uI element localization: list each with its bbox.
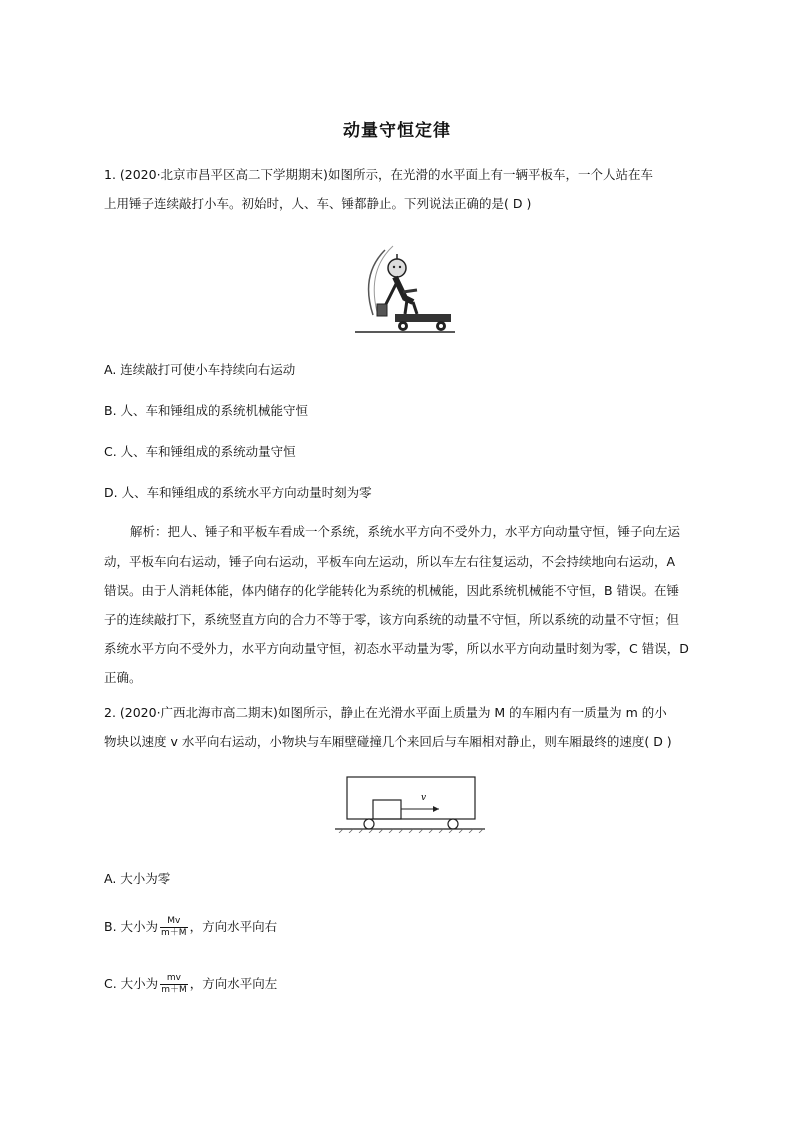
q1-analysis-line-4: 子的连续敲打下，系统竖直方向的合力不等于零，该方向系统的动量不守恒，所以系统的动量不守恒；但 (104, 612, 680, 627)
page-title: 动量守恒定律 (343, 121, 451, 141)
q2-option-c (104, 973, 277, 996)
q2-option-a: A. 大小为零 (104, 871, 171, 886)
q1-analysis-line-5: 系统水平方向不受外力，水平方向动量守恒，初态水平动量为零，所以水平方向动量时刻为零，C 错误，D (104, 641, 689, 656)
q2-stem-line-2: 物块以速度 v 水平向右运动，小物块与车厢壁碰撞几个来回后与车厢相对静止，则车厢最终的速度( D ) (104, 734, 672, 749)
q1-stem-line-1: 1. (2020·北京市昌平区高二下学期期末)如图所示，在光滑的水平面上有一辆平板车，一个人站在车 (104, 167, 653, 182)
q1-figure-hammer-cart (355, 240, 455, 335)
q2-figure-carriage (335, 773, 485, 833)
q2-option-b-prefix: B. 大小为 (104, 919, 159, 934)
q2-figure-velocity-label: v (421, 793, 427, 803)
q1-option-a: A. 连续敲打可使小车持续向右运动 (104, 362, 296, 377)
q2-stem-line-1: 2. (2020·广西北海市高二期末)如图所示，静止在光滑水平面上质量为 M 的车厢内有一质量为 m 的小 (104, 705, 667, 720)
q2-option-b (104, 916, 277, 939)
q2-option-b-numerator: Mv (160, 916, 188, 928)
q2-option-b-suffix: ，方向水平向右 (189, 919, 278, 934)
q1-option-b: B. 人、车和锤组成的系统机械能守恒 (104, 403, 309, 418)
q1-analysis-line-6: 正确。 (104, 670, 142, 685)
q2-option-c-denominator: m＋M (161, 985, 187, 995)
q2-option-c-prefix: C. 大小为 (104, 976, 159, 991)
q2-option-c-suffix: ，方向水平向左 (189, 976, 278, 991)
q2-option-c-numerator: mv (160, 973, 188, 985)
q2-option-b-denominator: m＋M (161, 928, 187, 938)
q2-option-b-fraction (160, 916, 188, 939)
q1-option-c: C. 人、车和锤组成的系统动量守恒 (104, 444, 296, 459)
q1-analysis-line-2: 动，平板车向右运动，锤子向右运动，平板车向左运动，所以车左右往复运动，不会持续地向右运动，A (104, 554, 676, 569)
q1-stem-line-2: 上用锤子连续敲打小车。初始时，人、车、锤都静止。下列说法正确的是( D ) (104, 196, 532, 211)
q1-option-d: D. 人、车和锤组成的系统水平方向动量时刻为零 (104, 485, 372, 500)
q1-analysis-line-1: 解析：把人、锤子和平板车看成一个系统，系统水平方向不受外力，水平方向动量守恒，锤子向左运 (130, 524, 681, 539)
q2-option-c-fraction (160, 973, 188, 996)
q1-analysis-line-3: 错误。由于人消耗体能，体内储存的化学能转化为系统的机械能，因此系统机械能不守恒，B 错误。在锤 (104, 583, 680, 598)
